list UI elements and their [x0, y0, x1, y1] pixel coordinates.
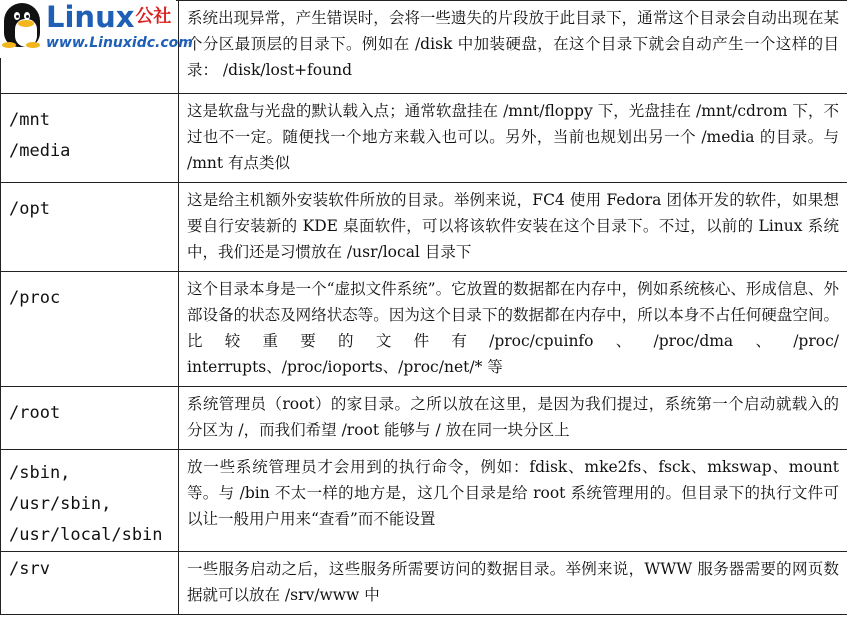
- description-text: 放一些系统管理员才会用到的执行命令，例如：fdisk、mke2fs、fsck、mkswap、mount 等。与 /bin 不太一样的地方是，这几个目录是给 root 系统管理用的。但目录下的执行文件可以让一般用户用来“查看”而不能设置: [187, 458, 839, 528]
- path-cell: [1, 450, 179, 552]
- description-cell: [179, 1, 847, 94]
- path-text: /opt: [9, 199, 50, 219]
- path-cell: [1, 387, 179, 450]
- tux-penguin-icon: [4, 3, 40, 47]
- path-cell: [1, 552, 179, 615]
- description-cell: [179, 552, 847, 615]
- description-text: 系统管理员（root）的家目录。之所以放在这里，是因为我们提过，系统第一个启动就载入的分区为 /，而我们希望 /root 能够与 / 放在同一块分区上: [187, 395, 839, 439]
- description-text: 这是软盘与光盘的默认载入点；通常软盘挂在 /mnt/floppy 下，光盘挂在 /mnt/cdrom 下，不过也不一定。随便找一个地方来载入也可以。另外，当前也规划出另一个 /media 的目录。与 /mnt 有点类似: [187, 102, 839, 172]
- path-text: /media: [9, 141, 71, 161]
- path-cell: [1, 183, 179, 272]
- description-text: 系统出现异常，产生错误时，会将一些遗失的片段放于此目录下，通常这个目录会自动出现在某个分区最顶层的目录下。例如在 /disk 中加装硬盘，在这个目录下就会自动产生一个这样的目录： /disk/lost+found: [187, 9, 839, 79]
- logo-url: www.Linuxidc.com: [46, 35, 193, 51]
- table-row: [1, 272, 847, 387]
- description-cell: [179, 272, 847, 387]
- site-logo: [0, 0, 193, 58]
- path-text: /usr/sbin,: [9, 494, 112, 514]
- path-text: /usr/local/sbin: [9, 525, 163, 545]
- description-cell: [179, 387, 847, 450]
- logo-wordmark: Linux公社: [46, 0, 172, 34]
- path-text: /proc: [9, 288, 61, 308]
- path-text: /srv: [9, 559, 50, 579]
- description-cell: [179, 183, 847, 272]
- path-cell: [1, 272, 179, 387]
- path-text: /mnt: [9, 110, 50, 130]
- table-row: [1, 183, 847, 272]
- path-cell: [1, 94, 179, 183]
- table-row: [1, 552, 847, 615]
- description-cell: [179, 94, 847, 183]
- path-text: /root: [9, 403, 61, 423]
- table-row: [1, 450, 847, 552]
- description-text: 这是给主机额外安装软件所放的目录。举例来说，FC4 使用 Fedora 团体开发的软件，如果想要自行安装新的 KDE 桌面软件，可以将该软件安装在这个目录下。不过，以前的 Linux 系统中，我们还是习惯放在 /usr/local 目录下: [187, 191, 839, 261]
- table-row: [1, 94, 847, 183]
- description-text: 这个目录本身是一个“虚拟文件系统”。它放置的数据都在内存中，例如系统核心、形成信息、外部设备的状态及网络状态等。因为这个目录下的数据都在内存中，所以本身不占任何硬盘空间。比较重要的文件有/proc/cpuinfo、/proc/dma、/proc/ interrupts、/proc/ioports、/proc/net/* 等: [187, 280, 839, 376]
- description-text: 一些服务启动之后，这些服务所需要访问的数据目录。举例来说，WWW 服务器需要的网页数据就可以放在 /srv/www 中: [187, 560, 839, 604]
- table-row: [1, 387, 847, 450]
- description-cell: [179, 450, 847, 552]
- path-text: /sbin,: [9, 463, 71, 483]
